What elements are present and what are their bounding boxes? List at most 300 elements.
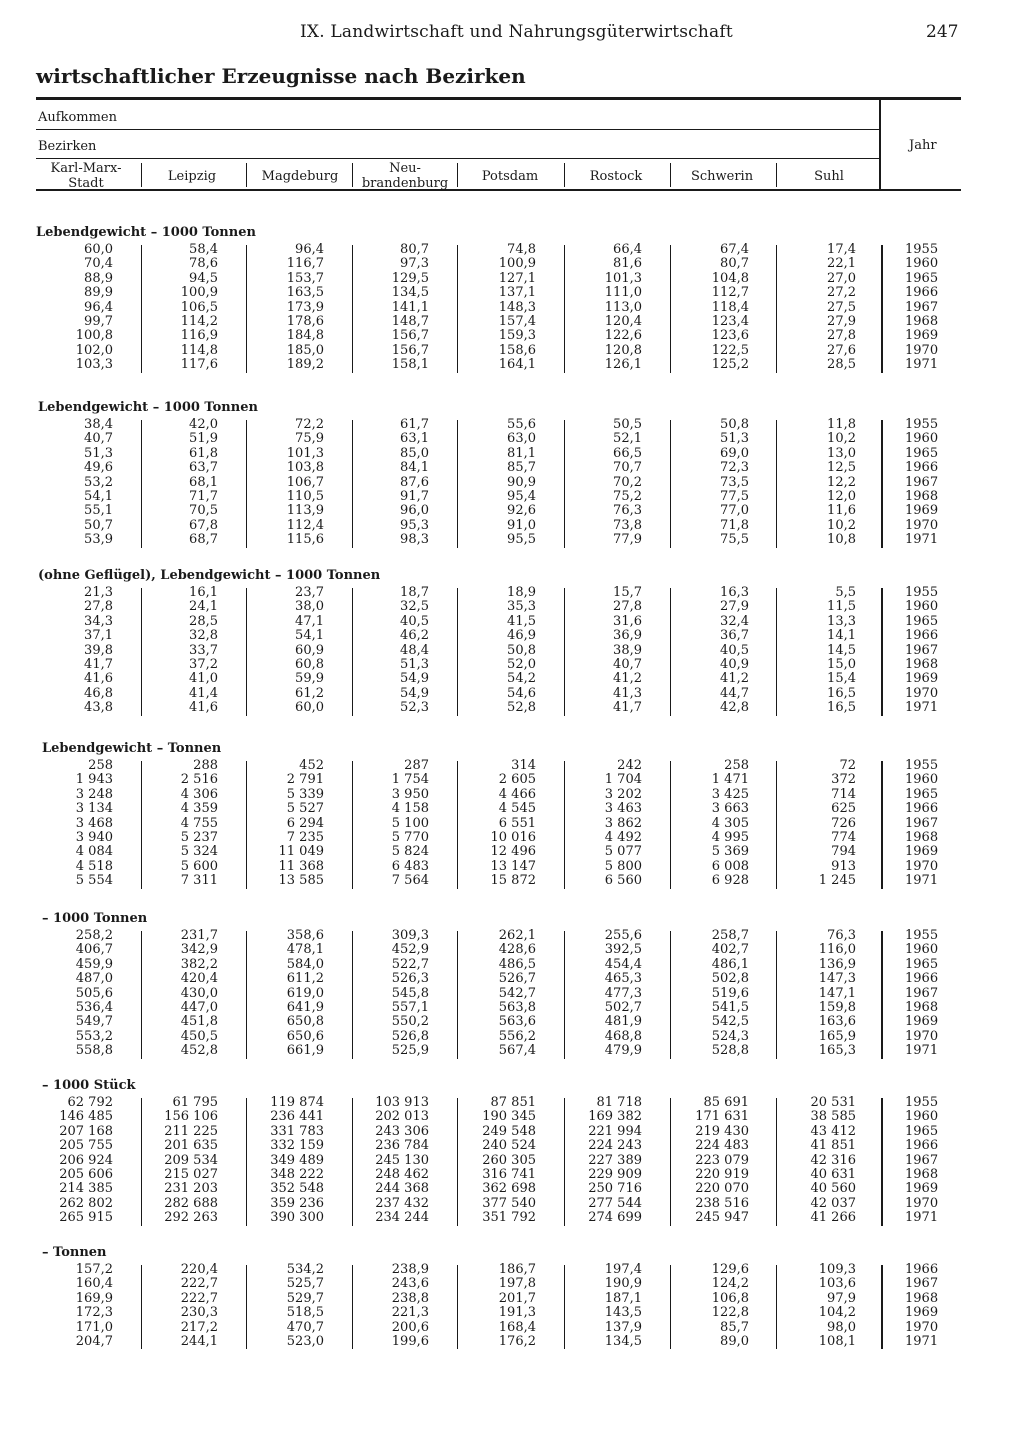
table-cell: 41,6 (189, 700, 218, 716)
table-cell: 98,3 (400, 532, 429, 548)
table-cell: 81,1 (507, 445, 536, 461)
table-cell: 223 079 (695, 1152, 749, 1168)
year-cell: 1970 (905, 685, 939, 701)
table-cell: 113,0 (604, 299, 642, 315)
table-cell: 171,0 (75, 1319, 113, 1335)
table-cell: 1 754 (391, 772, 429, 788)
table-cell: 349 489 (270, 1152, 324, 1168)
table-cell: 220 070 (695, 1181, 749, 1197)
table-cell: 205 755 (59, 1138, 113, 1154)
table-cell: 85 691 (703, 1095, 749, 1110)
table-cell: 13 585 (278, 873, 324, 889)
table-cell: 245 130 (375, 1152, 429, 1168)
table-cell: 101,3 (604, 270, 642, 286)
table-cell: 260 305 (482, 1152, 536, 1168)
year-cell: 1969 (905, 1181, 939, 1197)
table-cell: 96,4 (295, 242, 324, 257)
table-cell: 332 159 (270, 1138, 324, 1154)
table-cell: 220,4 (180, 1262, 218, 1277)
table-cell: 118,4 (711, 299, 749, 315)
table-cell: 120,8 (604, 342, 642, 358)
table-cell: 5 077 (604, 844, 642, 860)
page-number: 247 (926, 22, 959, 42)
header-column-separator (457, 163, 458, 187)
table-cell: 70,4 (84, 256, 113, 272)
table-cell: 282 688 (164, 1195, 218, 1211)
table-cell: 523,0 (286, 1334, 324, 1349)
table-cell: 452,8 (180, 1043, 218, 1059)
table-cell: 249 548 (482, 1123, 536, 1139)
column-separator (352, 1098, 353, 1226)
table-cell: 479,9 (604, 1043, 642, 1059)
table-cell: 36,9 (613, 628, 642, 644)
table-cell: 63,1 (400, 431, 429, 447)
table-cell: 85,7 (507, 460, 536, 476)
table-cell: 262 802 (59, 1195, 113, 1211)
year-cell: 1969 (905, 844, 939, 860)
column-separator (776, 1265, 777, 1349)
table-cell: 450,5 (180, 1028, 218, 1044)
table-cell: 481,9 (604, 1014, 642, 1030)
table-cell: 54,1 (84, 489, 113, 504)
table-cell: 27,9 (827, 314, 856, 329)
table-cell: 43 412 (810, 1123, 856, 1139)
table-cell: 148,3 (498, 299, 536, 315)
table-cell: 465,3 (604, 971, 642, 987)
year-cell: 1971 (905, 1210, 939, 1226)
column-separator (352, 1265, 353, 1349)
table-cell: 163,5 (286, 285, 324, 301)
table-cell: 51,9 (189, 431, 218, 447)
column-separator (246, 245, 247, 373)
table-cell: 201 635 (164, 1138, 218, 1154)
table-cell: 206 924 (59, 1152, 113, 1168)
year-cell: 1970 (905, 858, 939, 874)
table-cell: 159,8 (818, 1000, 856, 1015)
table-cell: 229 909 (588, 1167, 642, 1182)
table-cell: 550,2 (391, 1014, 429, 1030)
table-cell: 10,2 (827, 517, 856, 533)
table-cell: 91,0 (507, 517, 536, 533)
table-cell: 348 222 (270, 1167, 324, 1182)
table-cell: 134,5 (391, 285, 429, 301)
table-cell: 124,2 (711, 1276, 749, 1292)
table-cell: 486,1 (711, 956, 749, 972)
table-cell: 3 940 (75, 830, 113, 845)
table-cell: 15 872 (490, 873, 536, 889)
table-cell: 6 928 (711, 873, 749, 889)
table-cell: 526,3 (391, 971, 429, 987)
table-cell: 220 919 (695, 1167, 749, 1182)
year-cell: 1955 (905, 417, 939, 432)
table-cell: 95,5 (507, 532, 536, 548)
table-cell: 11 049 (278, 844, 324, 860)
table-cell: 41,0 (189, 671, 218, 687)
table-cell: 87,6 (400, 474, 429, 490)
table-cell: 5 600 (180, 858, 218, 874)
table-cell: 524,3 (711, 1028, 749, 1044)
table-cell: 32,8 (189, 628, 218, 644)
table-cell: 81 718 (596, 1095, 642, 1110)
column-separator (457, 1098, 458, 1226)
table-cell: 96,4 (84, 299, 113, 315)
table-cell: 75,9 (295, 431, 324, 447)
column-separator (564, 931, 565, 1059)
table-cell: 104,8 (711, 270, 749, 286)
year-cell: 1967 (905, 474, 939, 490)
table-cell: 114,2 (180, 314, 218, 329)
table-cell: 237 432 (375, 1195, 429, 1211)
section-title: (ohne Geflügel), Lebendgewicht – 1000 Tonnen (38, 568, 381, 583)
table-cell: 111,0 (604, 285, 642, 301)
table-cell: 104,2 (818, 1305, 856, 1321)
table-cell: 255,6 (604, 928, 642, 943)
year-cell: 1971 (905, 1043, 939, 1059)
table-cell: 24,1 (189, 599, 218, 615)
table-cell: 14,1 (827, 628, 856, 644)
column-separator (141, 931, 142, 1059)
table-cell: 40 560 (810, 1181, 856, 1197)
table-cell: 112,7 (711, 285, 749, 301)
table-cell: 92,6 (507, 503, 536, 519)
column-separator (141, 245, 142, 373)
table-cell: 72,2 (295, 417, 324, 432)
table-cell: 46,2 (400, 628, 429, 644)
table-cell: 42,0 (189, 417, 218, 432)
year-cell: 1971 (905, 1334, 939, 1349)
table-cell: 189,2 (286, 357, 324, 373)
table-cell: 66,5 (613, 445, 642, 461)
column-separator (564, 588, 565, 716)
header-rule-aufkommen (36, 129, 879, 130)
table-cell: 428,6 (498, 942, 536, 958)
table-cell: 95,3 (400, 517, 429, 533)
table-cell: 164,1 (498, 357, 536, 373)
header-column-separator (776, 163, 777, 187)
table-cell: 4 084 (75, 844, 113, 860)
table-cell: 390 300 (270, 1210, 324, 1226)
table-cell: 6 560 (604, 873, 642, 889)
table-cell: 292 263 (164, 1210, 218, 1226)
table-cell: 58,4 (189, 242, 218, 257)
table-cell: 240 524 (482, 1138, 536, 1154)
table-cell: 402,7 (711, 942, 749, 958)
table-cell: 12,2 (827, 474, 856, 490)
column-header: Potsdam (481, 169, 539, 184)
year-cell: 1967 (905, 299, 939, 315)
table-cell: 146 485 (59, 1109, 113, 1125)
table-cell: 53,2 (84, 474, 113, 490)
table-cell: 382,2 (180, 956, 218, 972)
column-separator (352, 420, 353, 548)
year-cell: 1960 (905, 431, 939, 447)
table-cell: 43,8 (84, 700, 113, 716)
table-cell: 234 244 (375, 1210, 429, 1226)
table-cell: 244,1 (180, 1334, 218, 1349)
table-cell: 287 (404, 758, 429, 773)
table-cell: 451,8 (180, 1014, 218, 1030)
table-cell: 52,0 (507, 657, 536, 672)
table-cell: 50,7 (84, 517, 113, 533)
table-cell: 20 531 (810, 1095, 856, 1110)
table-cell: 358,6 (286, 928, 324, 943)
table-cell: 67,8 (189, 517, 218, 533)
table-cell: 553,2 (75, 1028, 113, 1044)
table-cell: 584,0 (286, 956, 324, 972)
year-cell: 1966 (905, 460, 939, 476)
table-cell: 61,8 (189, 445, 218, 461)
column-header: Suhl (814, 169, 844, 184)
table-cell: 50,5 (613, 417, 642, 432)
table-cell: 3 463 (604, 801, 642, 817)
table-cell: 4 545 (498, 801, 536, 817)
table-cell: 119 874 (270, 1095, 324, 1110)
table-cell: 11,8 (827, 417, 856, 432)
table-cell: 314 (511, 758, 536, 773)
table-cell: 526,7 (498, 971, 536, 987)
table-cell: 106,5 (180, 299, 218, 315)
table-cell: 288 (193, 758, 218, 773)
table-cell: 217,2 (180, 1319, 218, 1335)
table-cell: 187,1 (604, 1290, 642, 1306)
table-cell: 15,0 (827, 657, 856, 672)
table-cell: 15,4 (827, 671, 856, 687)
table-cell: 277 544 (588, 1195, 642, 1211)
column-separator (352, 931, 353, 1059)
table-cell: 110,5 (286, 489, 324, 504)
section-title: Lebendgewicht – 1000 Tonnen (38, 400, 258, 415)
table-cell: 137,1 (498, 285, 536, 301)
table-cell: 258 (88, 758, 113, 773)
year-cell: 1955 (905, 242, 939, 257)
table-cell: 163,6 (818, 1014, 856, 1030)
table-cell: 4 158 (391, 801, 429, 817)
table-cell: 106,7 (286, 474, 324, 490)
table-cell: 81,6 (613, 256, 642, 272)
table-cell: 6 551 (498, 815, 536, 831)
table-cell: 156,7 (391, 328, 429, 344)
table-cell: 109,3 (818, 1262, 856, 1277)
column-separator (246, 588, 247, 716)
table-cell: 51,3 (400, 657, 429, 672)
table-cell: 13 147 (490, 858, 536, 874)
table-cell: 211 225 (164, 1123, 218, 1139)
table-cell: 518,5 (286, 1305, 324, 1321)
table-cell: 49,6 (84, 460, 113, 476)
year-cell: 1966 (905, 1138, 939, 1154)
table-cell: 73,5 (720, 474, 749, 490)
table-cell: 173,9 (286, 299, 324, 315)
year-cell: 1955 (905, 758, 939, 773)
table-cell: 17,4 (827, 242, 856, 257)
table-cell: 197,8 (498, 1276, 536, 1292)
column-separator (670, 931, 671, 1059)
table-cell: 274 699 (588, 1210, 642, 1226)
year-cell: 1968 (905, 830, 939, 845)
table-cell: 243 306 (375, 1123, 429, 1139)
year-cell: 1960 (905, 256, 939, 272)
year-cell: 1968 (905, 314, 939, 329)
table-cell: 99,7 (84, 314, 113, 329)
table-cell: 4 518 (75, 858, 113, 874)
table-cell: 447,0 (180, 1000, 218, 1015)
table-cell: 46,8 (84, 685, 113, 701)
table-cell: 134,5 (604, 1334, 642, 1349)
table-cell: 59,9 (295, 671, 324, 687)
year-cell: 1955 (905, 585, 939, 600)
table-cell: 68,1 (189, 474, 218, 490)
table-cell: 165,9 (818, 1028, 856, 1044)
table-cell: 80,7 (720, 256, 749, 272)
table-cell: 774 (831, 830, 856, 845)
column-separator (246, 420, 247, 548)
year-column-separator (881, 761, 883, 889)
year-column-separator (881, 931, 883, 1059)
column-separator (352, 245, 353, 373)
table-cell: 243,6 (391, 1276, 429, 1292)
table-cell: 238 516 (695, 1195, 749, 1211)
table-cell: 3 202 (604, 786, 642, 802)
table-cell: 258 (724, 758, 749, 773)
table-cell: 5 770 (391, 830, 429, 845)
table-cell: 137,9 (604, 1319, 642, 1335)
label-aufkommen: Aufkommen (38, 110, 117, 125)
table-cell: 352 548 (270, 1181, 324, 1197)
table-cell: 258,7 (711, 928, 749, 943)
table-cell: 38,0 (295, 599, 324, 615)
table-cell: 2 516 (180, 772, 218, 788)
year-cell: 1955 (905, 928, 939, 943)
table-cell: 51,3 (720, 431, 749, 447)
table-cell: 103,8 (286, 460, 324, 476)
table-cell: 502,8 (711, 971, 749, 987)
table-cell: 7 311 (180, 873, 218, 889)
table-cell: 3 663 (711, 801, 749, 817)
header-bottom-rule (36, 189, 961, 191)
table-cell: 265 915 (59, 1210, 113, 1226)
table-cell: 37,2 (189, 657, 218, 672)
column-separator (141, 761, 142, 889)
table-cell: 157,2 (75, 1262, 113, 1277)
table-cell: 641,9 (286, 1000, 324, 1015)
table-cell: 650,6 (286, 1028, 324, 1044)
table-cell: 72 (839, 758, 856, 773)
column-separator (457, 245, 458, 373)
table-cell: 558,8 (75, 1043, 113, 1059)
table-cell: 199,6 (391, 1334, 429, 1349)
table-cell: 359 236 (270, 1195, 324, 1211)
table-cell: 236 441 (270, 1109, 324, 1125)
year-cell: 1969 (905, 1305, 939, 1321)
table-cell: 41 851 (810, 1138, 856, 1154)
table-cell: 15,7 (613, 585, 642, 600)
table-cell: 122,6 (604, 328, 642, 344)
table-cell: 406,7 (75, 942, 113, 958)
column-separator (352, 761, 353, 889)
column-separator (670, 761, 671, 889)
table-cell: 71,7 (189, 489, 218, 504)
year-cell: 1966 (905, 801, 939, 817)
table-cell: 34,3 (84, 613, 113, 629)
table-cell: 452 (299, 758, 324, 773)
table-cell: 159,3 (498, 328, 536, 344)
table-cell: 250 716 (588, 1181, 642, 1197)
table-cell: 6 483 (391, 858, 429, 874)
year-cell: 1970 (905, 517, 939, 533)
year-cell: 1968 (905, 489, 939, 504)
table-cell: 136,9 (818, 956, 856, 972)
table-cell: 5 324 (180, 844, 218, 860)
table-cell: 129,6 (711, 1262, 749, 1277)
table-cell: 87 851 (490, 1095, 536, 1110)
table-cell: 178,6 (286, 314, 324, 329)
table-cell: 236 784 (375, 1138, 429, 1154)
label-bezirken: Bezirken (38, 139, 97, 154)
table-cell: 89,9 (84, 285, 113, 301)
table-cell: 77,5 (720, 489, 749, 504)
table-cell: 392,5 (604, 942, 642, 958)
table-cell: 85,7 (720, 1319, 749, 1335)
table-cell: 63,0 (507, 431, 536, 447)
column-separator (141, 588, 142, 716)
table-cell: 169,9 (75, 1290, 113, 1306)
year-column-separator (881, 588, 883, 716)
year-cell: 1960 (905, 1109, 939, 1125)
table-cell: 219 430 (695, 1123, 749, 1139)
table-cell: 100,9 (180, 285, 218, 301)
table-cell: 567,4 (498, 1043, 536, 1059)
year-cell: 1967 (905, 815, 939, 831)
table-cell: 89,0 (720, 1334, 749, 1349)
table-cell: 505,6 (75, 985, 113, 1001)
column-separator (776, 1098, 777, 1226)
table-cell: 63,7 (189, 460, 218, 476)
table-cell: 62 792 (67, 1095, 113, 1110)
table-cell: 97,3 (400, 256, 429, 272)
table-cell: 18,9 (507, 585, 536, 600)
table-cell: 4 466 (498, 786, 536, 802)
table-cell: 12,0 (827, 489, 856, 504)
table-cell: 221,3 (391, 1305, 429, 1321)
table-cell: 4 995 (711, 830, 749, 845)
year-cell: 1960 (905, 942, 939, 958)
table-cell: 41 266 (810, 1210, 856, 1226)
table-cell: 38,9 (613, 642, 642, 658)
table-cell: 3 862 (604, 815, 642, 831)
table-cell: 40 631 (810, 1167, 856, 1182)
table-cell: 2 605 (498, 772, 536, 788)
table-cell: 470,7 (286, 1319, 324, 1335)
section-title: Lebendgewicht – Tonnen (42, 741, 222, 756)
table-cell: 41,3 (613, 685, 642, 701)
year-cell: 1971 (905, 532, 939, 548)
table-cell: 5 527 (286, 801, 324, 817)
table-cell: 10 016 (490, 830, 536, 845)
column-separator (564, 1265, 565, 1349)
table-cell: 103 913 (375, 1095, 429, 1110)
table-cell: 40,7 (613, 657, 642, 672)
table-cell: 1 943 (75, 772, 113, 788)
table-cell: 27,8 (613, 599, 642, 615)
table-cell: 11,6 (827, 503, 856, 519)
year-cell: 1971 (905, 357, 939, 373)
table-cell: 100,8 (75, 328, 113, 344)
table-cell: 563,8 (498, 1000, 536, 1015)
table-cell: 619,0 (286, 985, 324, 1001)
table-cell: 60,0 (295, 700, 324, 716)
column-separator (141, 1098, 142, 1226)
table-cell: 71,8 (720, 517, 749, 533)
